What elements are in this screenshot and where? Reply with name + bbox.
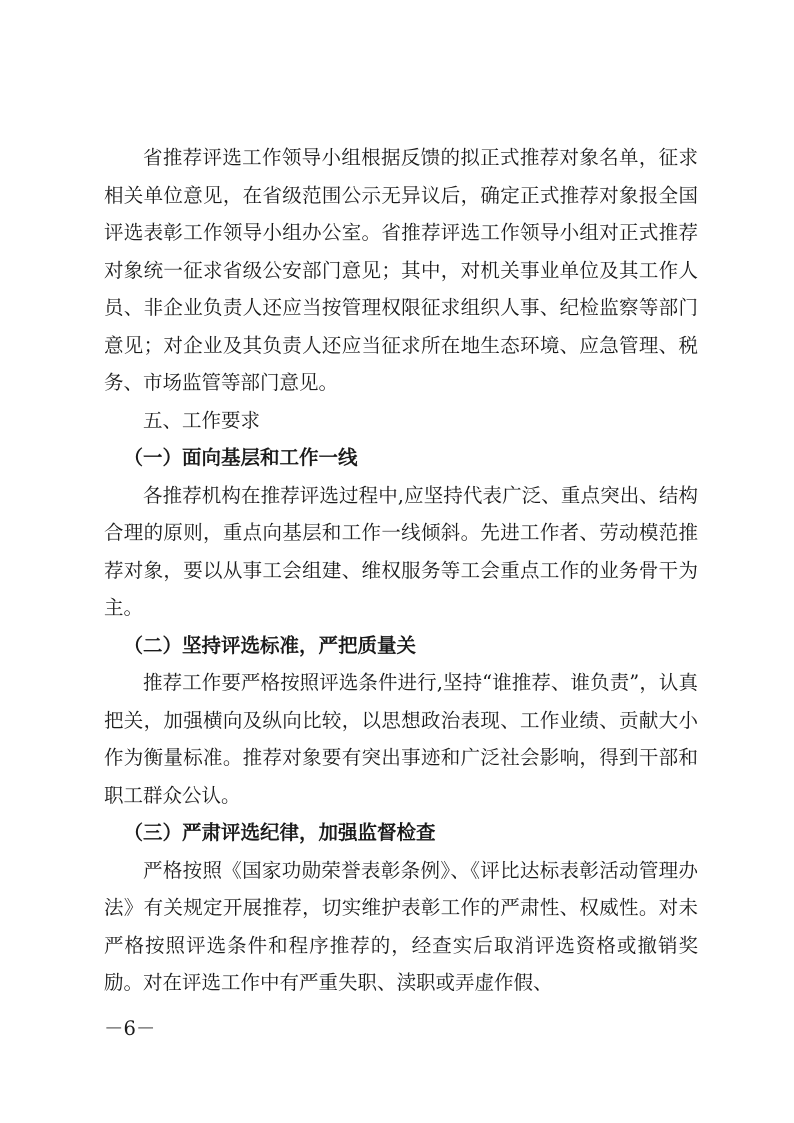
- subsection-3-heading: （三）严肃评选纪律，加强监督检查: [123, 821, 436, 844]
- subsection-1-heading: （一）面向基层和工作一线: [123, 446, 358, 469]
- paragraph-1: 省推荐评选工作领导小组根据反馈的拟正式推荐对象名单，征求相关单位意见，在省级范围公示无异议后，确定正式推荐对象报全国评选表彰工作领导小组办公室。省推荐评选工作领导小组对正式推荐对象统一征求省级公安部门意见；其中，对机关事业单位及其工作人员、非企业负责人还应当按管理权限征求组织人事、纪检监察等部门意见；对企业及其负责人还应当征求所在地生态环境、应急管理、税务、市场监管等部门意见。: [104, 146, 698, 394]
- subsection-2-text: 推荐工作要严格按照评选条件进行,坚持“谁推荐、谁负责”，认真把关，加强横向及纵向比较，以思想政治表现、工作业绩、贡献大小作为衡量标准。推荐对象要有突出事迹和广泛社会影响，得到干部和职工群众公认。: [104, 671, 698, 807]
- subsection-3-text: 严格按照《国家功勋荣誉表彰条例》、《评比达标表彰活动管理办法》有关规定开展推荐，切实维护表彰工作的严肃性、权威性。对未严格按照评选条件和程序推荐的，经查实后取消评选资格或撤销奖励。对在评选工作中有严重失职、渎职或弄虚作假、: [104, 858, 698, 994]
- document-body: [104, 139, 698, 1002]
- subsection-1-text: 各推荐机构在推荐评选过程中,应坚持代表广泛、重点突出、结构合理的原则，重点向基层和工作一线倾斜。先进工作者、劳动模范推荐对象，要以从事工会组建、维权服务等工会重点工作的业务骨干为主。: [104, 483, 698, 619]
- page-number: －6－: [104, 1017, 156, 1040]
- subsection-2-heading: （二）坚持评选标准，严把质量关: [123, 633, 417, 657]
- section-heading: 五、工作要求: [143, 408, 261, 432]
